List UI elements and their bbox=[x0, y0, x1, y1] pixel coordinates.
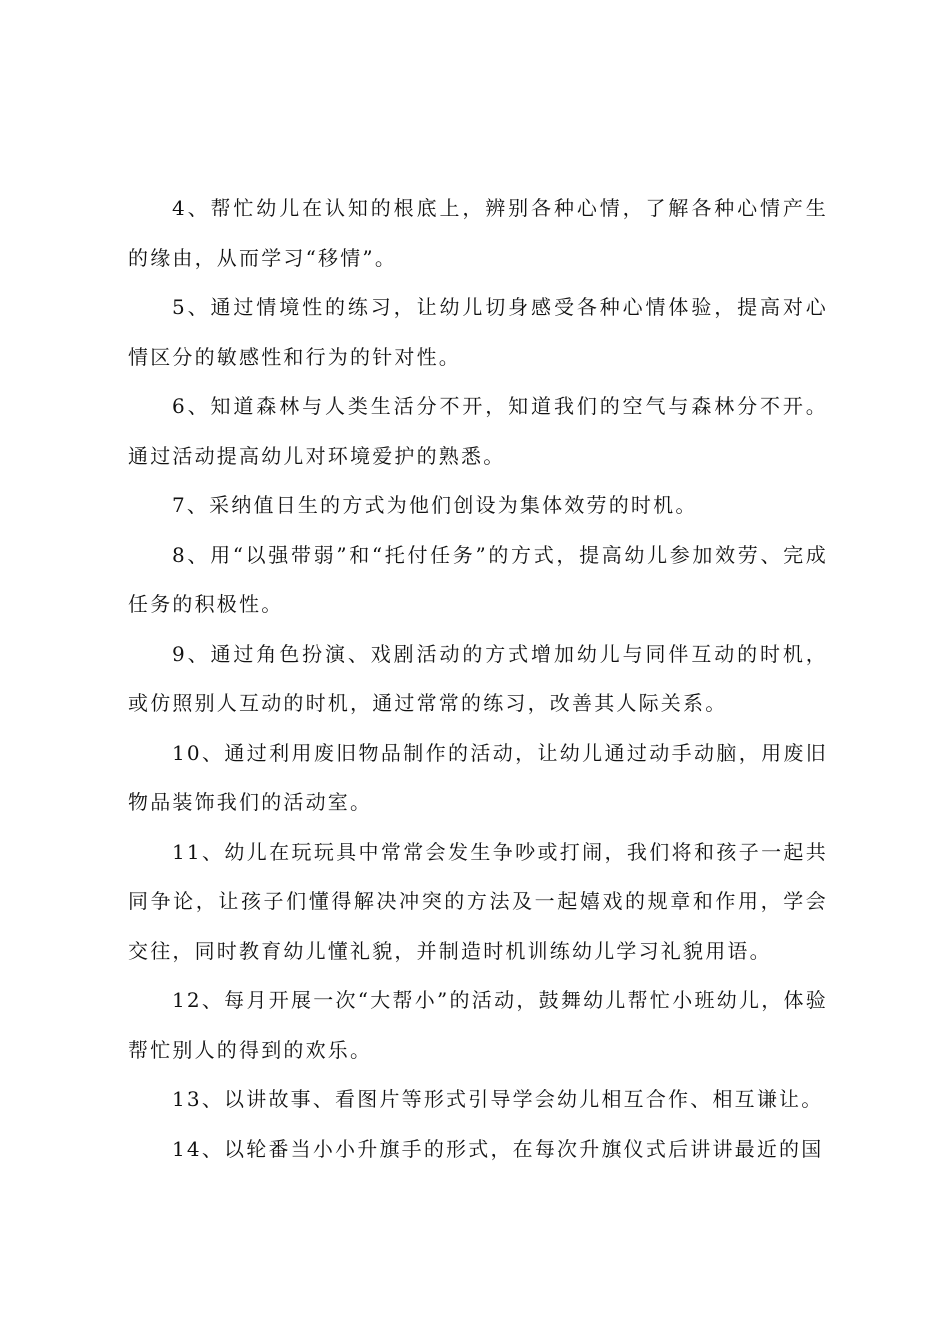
paragraph-13: 13、以讲故事、看图片等形式引导学会幼儿相互合作、相互谦让。 bbox=[172, 1087, 824, 1111]
paragraph-4: 4、帮忙幼儿在认知的根底上，辨别各种心情，了解各种心情产生的缘由，从而学习“移情”。 bbox=[128, 196, 828, 270]
paragraph-8: 8、用“以强带弱”和“托付任务”的方式，提高幼儿参加效劳、完成任务的积极性。 bbox=[128, 542, 828, 616]
paragraph-7: 7、采纳值日生的方式为他们创设为集体效劳的时机。 bbox=[172, 493, 698, 517]
paragraph-14: 14、以轮番当小小升旗手的形式，在每次升旗仪式后讲讲最近的国 bbox=[172, 1136, 824, 1161]
paragraph-10: 10、通过利用废旧物品制作的活动，让幼儿通过动手动脑，用废旧物品装饰我们的活动室。 bbox=[128, 740, 828, 814]
paragraph-11: 11、幼儿在玩玩具中常常会发生争吵或打闹，我们将和孩子一起共同争论，让孩子们懂得解决冲突的方法及一起嬉戏的规章和作用，学会交往，同时教育幼儿懂礼貌，并制造时机训练幼儿学习礼貌用语。 bbox=[128, 839, 828, 963]
paragraph-5: 5、通过情境性的练习，让幼儿切身感受各种心情体验，提高对心情区分的敏感性和行为的针对性。 bbox=[128, 295, 828, 369]
paragraph-9: 9、通过角色扮演、戏剧活动的方式增加幼儿与同伴互动的时机，或仿照别人互动的时机，通过常常的练习，改善其人际关系。 bbox=[128, 641, 828, 715]
paragraph-6: 6、知道森林与人类生活分不开，知道我们的空气与森林分不开。通过活动提高幼儿对环境爱护的熟悉。 bbox=[128, 394, 828, 468]
document-body bbox=[128, 184, 828, 1174]
paragraph-12: 12、每月开展一次“大帮小”的活动，鼓舞幼儿帮忙小班幼儿，体验帮忙别人的得到的欢乐。 bbox=[128, 988, 828, 1062]
